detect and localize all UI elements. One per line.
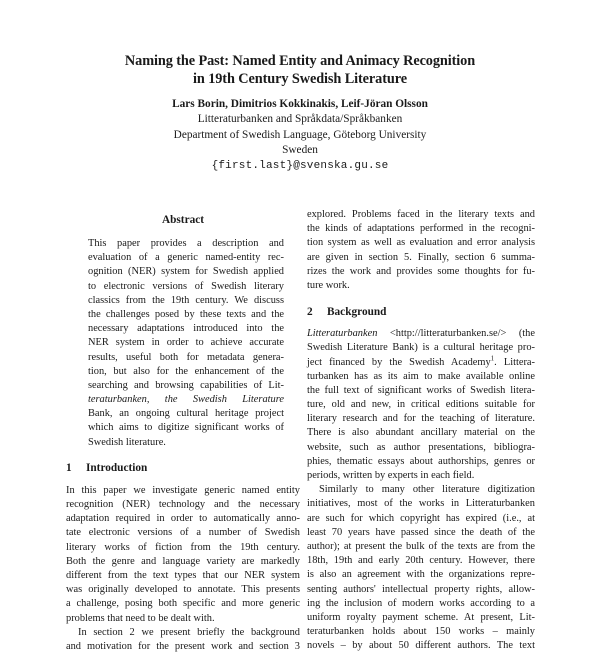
section-title: Introduction xyxy=(86,461,148,474)
background-line: There is also abundant ancillary material on the xyxy=(307,427,535,439)
intro-line: tate electronic versions of a number of Swedish xyxy=(66,527,300,539)
background-line: website, such as author presentations, bibliogra- xyxy=(307,441,535,453)
background-line: are such for which copyright has expired (i.e., at xyxy=(307,512,535,524)
background-line: Similarly to many other literature digitization xyxy=(319,484,535,496)
background-line: phies, thematic essays about authorships, genres or xyxy=(307,455,535,467)
author-block xyxy=(0,97,600,174)
introduction-heading xyxy=(66,461,300,475)
intro-cont-line: the kinds of adaptations performed in the recogni- xyxy=(307,223,535,235)
background-line: ture, old and new, in critical editions suitable for xyxy=(307,399,535,411)
title-line-1: Naming the Past: Named Entity and Animacy Recognition xyxy=(124,53,476,69)
abstract-line: to electronic versions of Swedish literary xyxy=(88,280,284,292)
section-number: 1 xyxy=(66,461,72,474)
introduction-text xyxy=(66,484,300,654)
background-line: periods, written by experts in each field. xyxy=(307,470,475,481)
title-line-2: in 19th Century Swedish Literature xyxy=(193,71,407,87)
background-line: senting authors' intellectual property rights, allow- xyxy=(307,583,535,595)
intro-continued-text xyxy=(307,208,535,293)
intro-line: In this paper we investigate generic named entity xyxy=(66,484,300,496)
background-line: literary research and for the teaching of literature. xyxy=(307,413,535,425)
right-column xyxy=(307,208,535,653)
background-line: novels – by about 50 different authors. The text xyxy=(307,640,535,652)
intro-line: problems that need to be dealt with. xyxy=(66,612,215,624)
background-line: turbanken has as its aim to make available online xyxy=(307,370,535,382)
background-line: teraturbanken holds about 150 works – mainly xyxy=(307,626,535,638)
abstract-line: searching and browsing capabilities of Lit- xyxy=(88,379,284,391)
abstract-line: which aims to digitize significant works of xyxy=(88,422,284,434)
section-number: 2 xyxy=(307,306,313,319)
footnote-mark: 1 xyxy=(490,354,495,363)
author-email: {first.last}@svenska.gu.se xyxy=(211,160,389,173)
littera-tail: . Littera- xyxy=(494,356,535,368)
intro-cont-line: rizes the work and provides some thoughts for fu- xyxy=(307,265,535,277)
intro-cont-line: tion system as well as evaluation and error analysis xyxy=(307,237,535,249)
abstract-line: Swedish literature. xyxy=(88,436,166,448)
abstract-heading: Abstract xyxy=(161,214,205,226)
author-country: Sweden xyxy=(282,143,318,156)
background-line xyxy=(307,356,535,370)
intro-cont-line: ture work. xyxy=(307,279,350,291)
intro-cont-line: are given in section 5. Finally, section 6 summa- xyxy=(307,251,535,263)
abstract-line: classics from the 19th century. We discuss xyxy=(88,294,284,306)
intro-line: Both the genre and language variety are markedly xyxy=(66,555,300,567)
intro-line: In section 2 we present briefly the background xyxy=(78,626,300,638)
background-line: least 70 years have passed since the death of the xyxy=(307,526,535,538)
intro-line: adaptation required in order to automatically anno- xyxy=(66,513,300,525)
background-heading xyxy=(307,305,535,319)
background-line: the full text of significant works of Swedish litera- xyxy=(307,384,535,396)
background-line: initiatives, most of the works in Litteraturbanken xyxy=(307,498,535,510)
affiliation-1: Litteraturbanken and Språkdata/Språkbanken xyxy=(197,113,403,126)
intro-line: literary works of fiction from the 19th century. xyxy=(66,541,300,553)
intro-line: recognition (NER) technology and the necessary xyxy=(66,499,300,510)
abstract-line-italic xyxy=(88,393,284,407)
litteraturbanken-italic: Litteraturbanken xyxy=(307,328,378,340)
background-line: author); at present the bulk of the texts are from the xyxy=(307,540,535,552)
author-names: Lars Borin, Dimitrios Kokkinakis, Leif-Jöran Olsson xyxy=(172,98,428,110)
abstract-line: evaluation of a generic named-entity rec- xyxy=(88,252,284,264)
litteraturbanken-italic: teraturbanken, the Swedish Literature xyxy=(88,394,284,406)
background-line: ing the inclusion of modern works according to a xyxy=(307,597,535,609)
background-line: uniform royalty payment scheme. At present, Lit- xyxy=(307,611,535,623)
intro-line: was originally developed to annotate. This presents xyxy=(66,584,300,596)
background-text xyxy=(307,327,535,653)
academy-text: ject financed by the Swedish Academy xyxy=(307,356,491,368)
background-line: Swedish Literature Bank) is a cultural heritage pro- xyxy=(307,342,535,354)
background-line xyxy=(307,327,535,341)
abstract-line: Bank, an ongoing cultural heritage project xyxy=(88,408,284,420)
abstract-line: ognition (NER) system for Swedish applied xyxy=(88,266,284,278)
intro-line: a challenge, posing both specific and more generic xyxy=(66,598,300,610)
section-title: Background xyxy=(327,306,387,319)
intro-cont-line: explored. Problems faced in the literary texts and xyxy=(307,209,535,220)
abstract-line: This paper provides a description and xyxy=(88,238,284,249)
abstract-line: results, useful both for metadata genera- xyxy=(88,351,284,363)
affiliation-2: Department of Swedish Language, Göteborg University xyxy=(173,128,427,141)
background-line: 18th, 19th and early 20th century. However, there xyxy=(307,555,535,567)
intro-line: different from the text types that our NER system xyxy=(66,569,300,581)
intro-line: and motivation for the present work and section 3 xyxy=(66,640,300,652)
abstract-line: NER system in order to achieve accurate xyxy=(88,337,284,349)
abstract-line: necessary adaptations introduced into the xyxy=(88,323,284,335)
abstract-line: the challenges posed by these texts and the xyxy=(88,308,284,320)
left-column xyxy=(66,213,300,654)
background-line: is also an agreement with the organizations repre- xyxy=(307,569,535,581)
abstract-text xyxy=(88,237,284,450)
abstract-line: tion, but also for the enhancement of the xyxy=(88,365,284,377)
paper-title xyxy=(0,52,600,88)
litteraturbanken-url-text: <http://litteraturbanken.se/> (the xyxy=(377,328,535,340)
